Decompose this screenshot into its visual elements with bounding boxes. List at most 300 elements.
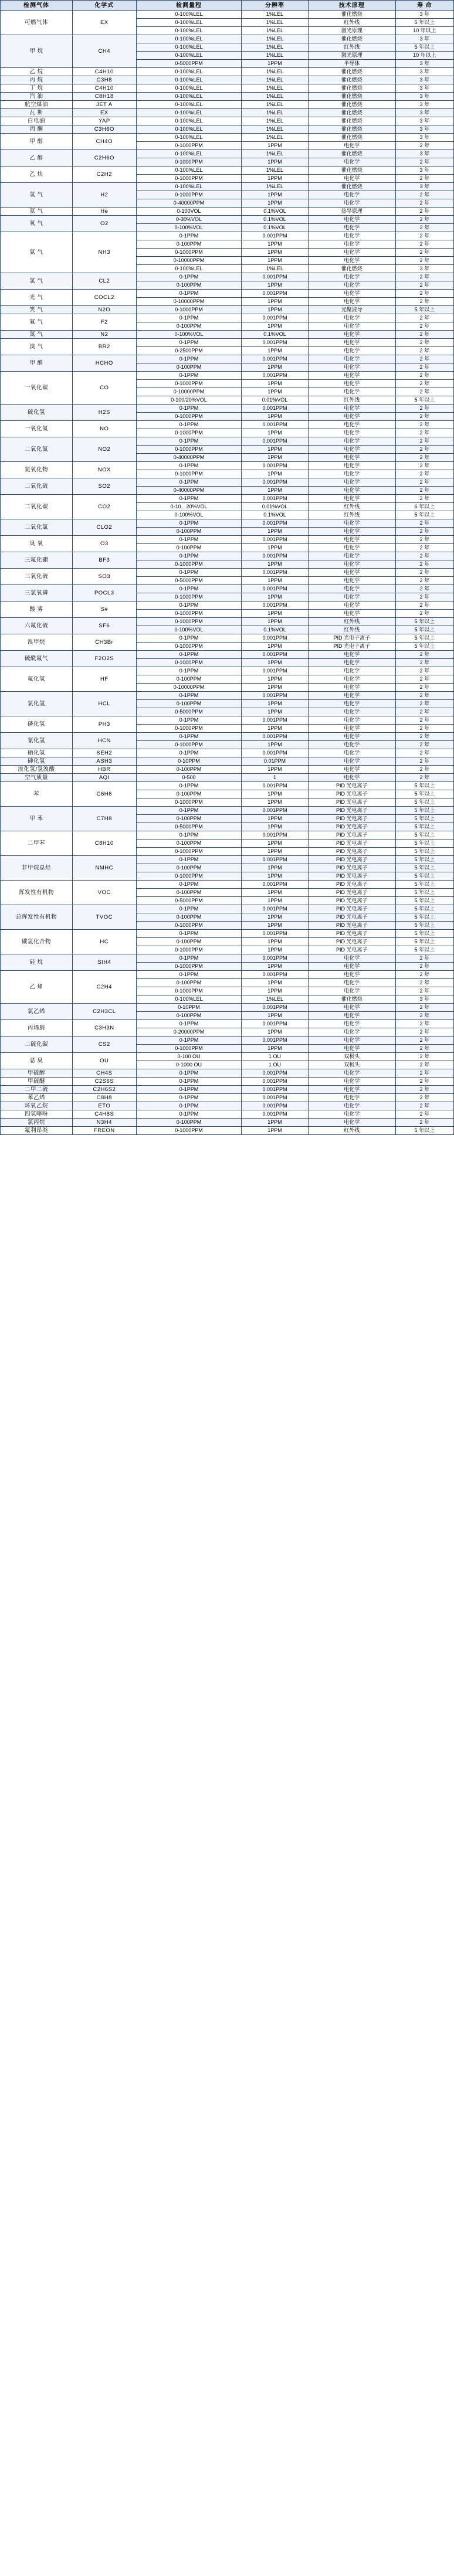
technology-cell: 电化学 [308,290,395,298]
resolution-cell: 0.1%VOL [242,216,308,224]
technology-cell: 催化燃烧 [308,35,395,43]
life-cell: 2 年 [395,1069,453,1078]
technology-cell: 电化学 [308,487,395,495]
resolution-cell: 1%LEL [242,166,308,175]
gas-name-cell: 可燃气体 [1,11,73,35]
life-cell: 2 年 [395,766,453,774]
life-cell: 5 年以上 [395,306,453,314]
life-cell: 5 年以上 [395,872,453,881]
gas-formula-cell: F2O2S [72,651,136,667]
technology-cell: 催化燃烧 [308,11,395,19]
range-cell: 0-1000PPM [136,560,242,569]
gas-name-cell: 三氯氧磷 [1,585,73,601]
table-header [1,1,454,11]
gas-formula-cell: CL2 [72,273,136,290]
resolution-cell: 1PPM [242,528,308,536]
technology-cell: 电化学 [308,963,395,971]
life-cell: 5 年以上 [395,897,453,905]
life-cell: 2 年 [395,273,453,281]
col-header-technology: 技术原理 [308,1,395,11]
resolution-cell: 0.001PPM [242,372,308,380]
table-row [1,495,454,503]
table-row [1,519,454,528]
technology-cell: 半导体 [308,60,395,68]
range-cell: 0-1PPM [136,601,242,610]
life-cell: 2 年 [395,249,453,257]
col-header-range: 检测量程 [136,1,242,11]
range-cell: 0-1PPM [136,536,242,544]
technology-cell: 电化学 [308,1119,395,1127]
range-cell: 0-100PPM [136,363,242,372]
table-row [1,1110,454,1119]
range-cell: 0-10PPM [136,757,242,766]
resolution-cell: 1PPM [242,281,308,290]
gas-formula-cell: COCL2 [72,290,136,306]
table-row [1,905,454,913]
life-cell: 2 年 [395,585,453,593]
gas-formula-cell: HCN [72,733,136,749]
technology-cell: 电化学 [308,749,395,757]
technology-cell: 电化学 [308,610,395,618]
range-cell: 0-1PPM [136,881,242,889]
gas-formula-cell: C4H8S [72,1110,136,1119]
gas-formula-cell: VOC [72,881,136,905]
technology-cell: 电化学 [308,651,395,659]
life-cell: 3 年 [395,125,453,134]
gas-name-cell: 甲 醛 [1,355,73,372]
range-cell: 0-100PPM [136,889,242,897]
resolution-cell: 0.001PPM [242,536,308,544]
resolution-cell: 1 [242,774,308,782]
resolution-cell: 1PPM [242,725,308,733]
gas-formula-cell: C3H8 [72,76,136,84]
gas-formula-cell: ETO [72,1102,136,1110]
life-cell: 5 年以上 [395,930,453,938]
gas-name-cell: 氢 气 [1,183,73,208]
life-cell: 2 年 [395,388,453,396]
resolution-cell: 1PPM [242,544,308,552]
range-cell: 0-40000PPM [136,487,242,495]
resolution-cell: 0.1%VOL [242,224,308,232]
technology-cell: PID 光电离子 [308,831,395,840]
range-cell: 0-100%LEL [136,52,242,60]
life-cell: 3 年 [395,265,453,273]
range-cell: 0-1PPM [136,339,242,347]
technology-cell: PID 光电离子 [308,872,395,881]
gas-name-cell: 丙烯腈 [1,1020,73,1036]
life-cell: 3 年 [395,117,453,125]
gas-name-cell: 氟利昂类 [1,1127,73,1135]
range-cell: 0-1PPM [136,405,242,413]
gas-name-cell: 丙 烷 [1,76,73,84]
life-cell: 2 年 [395,446,453,454]
life-cell: 2 年 [395,355,453,363]
life-cell: 3 年 [395,183,453,191]
gas-name-cell: 乙 炔 [1,166,73,183]
range-cell: 0-1000PPM [136,446,242,454]
life-cell: 2 年 [395,216,453,224]
technology-cell: 电化学 [308,987,395,995]
life-cell: 5 年以上 [395,798,453,807]
table-row [1,1053,454,1061]
resolution-cell: 1%LEL [242,84,308,93]
table-row [1,552,454,560]
table-row [1,405,454,413]
life-cell: 2 年 [395,700,453,708]
range-cell: 0-1000PPM [136,618,242,626]
resolution-cell: 0.001PPM [242,1094,308,1102]
technology-cell: 电化学 [308,774,395,782]
gas-name-cell: 甲硫醇 [1,1069,73,1078]
gas-name-cell: 氯化氢 [1,692,73,716]
technology-cell: 电化学 [308,1020,395,1028]
technology-cell: PID 光电离子 [308,938,395,946]
range-cell: 0-1000PPM [136,922,242,930]
resolution-cell: 1PPM [242,938,308,946]
technology-cell: 电化学 [308,199,395,208]
table-row [1,971,454,979]
resolution-cell: 0.001PPM [242,856,308,864]
range-cell: 0-100PPM [136,766,242,774]
gas-name-cell: 氮氧化物 [1,462,73,478]
resolution-cell: 1PPM [242,158,308,166]
range-cell: 0-100PPM [136,281,242,290]
technology-cell: 催化燃烧 [308,109,395,117]
resolution-cell: 1PPM [242,897,308,905]
resolution-cell: 1PPM [242,618,308,626]
technology-cell: 电化学 [308,741,395,749]
range-cell: 0-100%LEL [136,101,242,109]
life-cell: 5 年以上 [395,881,453,889]
gas-name-cell: 二氧化碳 [1,495,73,519]
life-cell: 2 年 [395,347,453,355]
life-cell: 2 年 [395,290,453,298]
resolution-cell: 0.001PPM [242,954,308,963]
resolution-cell: 0.001PPM [242,355,308,363]
range-cell: 0-10PPM [136,1004,242,1012]
technology-cell: 电化学 [308,1102,395,1110]
gas-formula-cell: NO2 [72,437,136,462]
technology-cell: 电化学 [308,601,395,610]
resolution-cell: 1 OU [242,1053,308,1061]
resolution-cell: 0.001PPM [242,1078,308,1086]
range-cell: 0-100/20%VOL [136,396,242,405]
gas-formula-cell: S# [72,601,136,618]
technology-cell: 电化学 [308,454,395,462]
life-cell: 10 年以上 [395,27,453,35]
gas-name-cell: 氮 气 [1,331,73,339]
life-cell: 3 年 [395,134,453,142]
range-cell: 0-500 [136,774,242,782]
resolution-cell: 0.001PPM [242,314,308,322]
resolution-cell: 1PPM [242,1028,308,1036]
life-cell: 2 年 [395,208,453,216]
range-cell: 0-100%LEL [136,19,242,27]
gas-name-cell: 光 气 [1,290,73,306]
table-row [1,372,454,380]
technology-cell: 电化学 [308,1036,395,1045]
life-cell: 2 年 [395,528,453,536]
technology-cell: 电化学 [308,298,395,306]
resolution-cell: 0.001PPM [242,519,308,528]
range-cell: 0-30%VOL [136,216,242,224]
gas-name-cell: 丁 烷 [1,84,73,93]
technology-cell: 催化燃烧 [308,166,395,175]
life-cell: 2 年 [395,651,453,659]
life-cell: 5 年以上 [395,618,453,626]
life-cell: 2 年 [395,142,453,150]
gas-formula-cell: BR2 [72,339,136,355]
range-cell: 0-1PPM [136,1036,242,1045]
technology-cell: 电化学 [308,1069,395,1078]
gas-name-cell: 硫化氢 [1,405,73,421]
range-cell: 0-1000PPM [136,380,242,388]
life-cell: 2 年 [395,1045,453,1053]
range-cell: 0-100%LEL [136,995,242,1004]
resolution-cell: 1PPM [242,798,308,807]
gas-formula-cell: NO [72,421,136,437]
range-cell: 0-1000PPM [136,963,242,971]
resolution-cell: 0.001PPM [242,749,308,757]
range-cell: 0-1PPM [136,462,242,470]
range-cell: 0-1000PPM [136,798,242,807]
header-row [1,1,454,11]
life-cell: 6 年以上 [395,503,453,511]
life-cell: 5 年以上 [395,922,453,930]
resolution-cell: 0.001PPM [242,1036,308,1045]
technology-cell: 催化燃烧 [308,125,395,134]
gas-detection-spec-table-container [0,0,454,1135]
life-cell: 3 年 [395,101,453,109]
resolution-cell: 1%LEL [242,183,308,191]
gas-formula-cell: CLO2 [72,519,136,536]
range-cell: 0-100%LEL [136,109,242,117]
resolution-cell: 0.001PPM [242,905,308,913]
gas-formula-cell: AQI [72,774,136,782]
range-cell: 0-100%LEL [136,68,242,76]
technology-cell: 电化学 [308,224,395,232]
range-cell: 0-1000PPM [136,987,242,995]
resolution-cell: 1PPM [242,987,308,995]
range-cell: 0-100PPM [136,528,242,536]
resolution-cell: 1PPM [242,306,308,314]
range-cell: 0-100PPM [136,322,242,331]
technology-cell: 电化学 [308,331,395,339]
resolution-cell: 1PPM [242,872,308,881]
range-cell: 0-1PPM [136,954,242,963]
technology-cell: 红外线 [308,19,395,27]
life-cell: 2 年 [395,954,453,963]
life-cell: 2 年 [395,536,453,544]
technology-cell: 红外线 [308,1127,395,1135]
technology-cell: 红外线 [308,511,395,519]
gas-formula-cell: EX [72,11,136,35]
gas-formula-cell: SO2 [72,478,136,495]
range-cell: 0-40000PPM [136,199,242,208]
range-cell: 0-1000PPM [136,413,242,421]
technology-cell: PID 光电离子 [308,905,395,913]
range-cell: 0-40000PPM [136,454,242,462]
gas-formula-cell: N2 [72,331,136,339]
range-cell: 0-100%LEL [136,43,242,52]
resolution-cell: 1PPM [242,766,308,774]
range-cell: 0-100%VOL [136,331,242,339]
gas-name-cell: 甲 烷 [1,35,73,68]
gas-name-cell: 二甲二硫 [1,1086,73,1094]
table-row [1,93,454,101]
resolution-cell: 1%LEL [242,109,308,117]
resolution-cell: 1PPM [242,1127,308,1135]
resolution-cell: 0.001PPM [242,634,308,643]
resolution-cell: 1PPM [242,708,308,716]
technology-cell: 电化学 [308,495,395,503]
range-cell: 0-1000PPM [136,429,242,437]
table-row [1,1036,454,1045]
range-cell: 0-1PPM [136,733,242,741]
gas-name-cell: 二氧化氯 [1,519,73,536]
table-row [1,1102,454,1110]
resolution-cell: 1PPM [242,963,308,971]
gas-name-cell: 甲硫醚 [1,1078,73,1086]
table-row [1,437,454,446]
gas-name-cell: 氧 气 [1,216,73,232]
resolution-cell: 1PPM [242,347,308,355]
technology-cell: 电化学 [308,363,395,372]
resolution-cell: 0.001PPM [242,232,308,240]
table-row [1,782,454,790]
gas-formula-cell: C2H6S2 [72,1086,136,1094]
range-cell: 0-1PPM [136,651,242,659]
resolution-cell: 0.1%VOL [242,626,308,634]
gas-name-cell: 苯 [1,782,73,807]
gas-formula-cell: HCL [72,692,136,716]
table-row [1,216,454,224]
range-cell: 0-5000PPM [136,60,242,68]
life-cell: 5 年以上 [395,1127,453,1135]
resolution-cell: 0.01%VOL [242,396,308,405]
table-row [1,117,454,125]
resolution-cell: 1PPM [242,191,308,199]
table-row [1,749,454,757]
range-cell: 0-100%LEL [136,117,242,125]
range-cell: 0-1000PPM [136,158,242,166]
gas-formula-cell: SO3 [72,569,136,585]
gas-formula-cell: OU [72,1053,136,1069]
technology-cell: 催化燃烧 [308,150,395,158]
resolution-cell: 1PPM [242,1119,308,1127]
technology-cell: 电化学 [308,462,395,470]
life-cell: 2 年 [395,240,453,249]
technology-cell: 电化学 [308,700,395,708]
resolution-cell: 1PPM [242,946,308,954]
resolution-cell: 0.001PPM [242,405,308,413]
life-cell: 2 年 [395,725,453,733]
gas-formula-cell: C2H4 [72,971,136,1004]
resolution-cell: 1%LEL [242,68,308,76]
range-cell: 0-1PPM [136,971,242,979]
life-cell: 2 年 [395,667,453,675]
technology-cell: 光聚波导 [308,306,395,314]
range-cell: 0-100%LEL [136,27,242,35]
technology-cell: 电化学 [308,339,395,347]
table-row [1,618,454,626]
range-cell: 0-1PPM [136,273,242,281]
life-cell: 2 年 [395,487,453,495]
table-row [1,273,454,281]
gas-name-cell: 苯乙烯 [1,1094,73,1102]
table-row [1,881,454,889]
resolution-cell: 1%LEL [242,76,308,84]
gas-name-cell: 乙 烯 [1,971,73,1004]
life-cell: 2 年 [395,429,453,437]
resolution-cell: 0.001PPM [242,339,308,347]
life-cell: 2 年 [395,1036,453,1045]
range-cell: 0-5000PPM [136,823,242,831]
range-cell: 0-100%LEL [136,150,242,158]
table-row [1,1004,454,1012]
resolution-cell: 1PPM [242,487,308,495]
table-row [1,733,454,741]
resolution-cell: 1PPM [242,454,308,462]
life-cell: 5 年以上 [395,848,453,856]
resolution-cell: 0.001PPM [242,290,308,298]
resolution-cell: 1PPM [242,60,308,68]
life-cell: 3 年 [395,150,453,158]
technology-cell: 电化学 [308,355,395,363]
table-row [1,166,454,175]
table-row [1,290,454,298]
gas-formula-cell: CS2 [72,1036,136,1053]
technology-cell: PID 光电离子 [308,856,395,864]
life-cell: 2 年 [395,199,453,208]
resolution-cell: 1%LEL [242,265,308,273]
range-cell: 0-100PPM [136,675,242,684]
technology-cell: 催化燃烧 [308,101,395,109]
technology-cell: 热导原理 [308,208,395,216]
life-cell: 3 年 [395,166,453,175]
resolution-cell: 1PPM [242,659,308,667]
gas-name-cell: 甲 醇 [1,134,73,150]
life-cell: 5 年以上 [395,643,453,651]
gas-formula-cell: C3H3N [72,1020,136,1036]
technology-cell: 电化学 [308,733,395,741]
life-cell: 2 年 [395,552,453,560]
resolution-cell: 1PPM [242,700,308,708]
range-cell: 0-1PPM [136,437,242,446]
life-cell: 2 年 [395,593,453,601]
life-cell: 2 年 [395,979,453,987]
technology-cell: 电化学 [308,667,395,675]
resolution-cell: 1%LEL [242,101,308,109]
table-row [1,585,454,593]
resolution-cell: 1%LEL [242,117,308,125]
gas-name-cell: 恶 臭 [1,1053,73,1069]
resolution-cell: 0.001PPM [242,478,308,487]
range-cell: 0-1PPM [136,421,242,429]
table-row [1,421,454,429]
life-cell: 2 年 [395,774,453,782]
gas-name-cell: 磷化氢 [1,716,73,733]
gas-name-cell: 三氟化硼 [1,552,73,569]
gas-name-cell: 臭 氧 [1,536,73,552]
range-cell: 0-100PPM [136,1119,242,1127]
technology-cell: 电化学 [308,560,395,569]
range-cell: 0-1PPM [136,716,242,725]
range-cell: 0-100PPM [136,1012,242,1020]
technology-cell: PID 光电离子 [308,930,395,938]
table-row [1,134,454,142]
range-cell: 0-1000PPM [136,946,242,954]
